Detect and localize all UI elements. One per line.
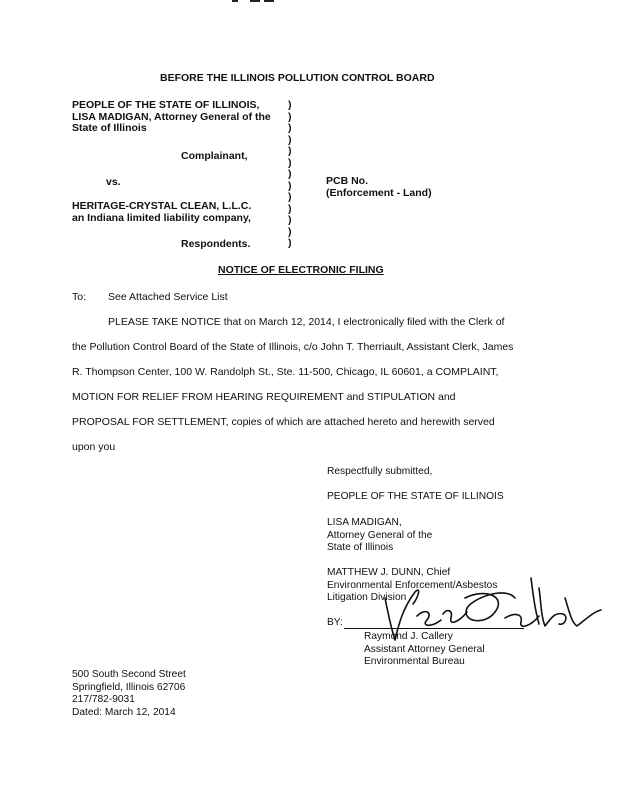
notice-title: NOTICE OF ELECTRONIC FILING [218, 264, 384, 276]
complainant-name [72, 100, 271, 135]
case-line: PCB No. [326, 175, 368, 187]
address-line: 500 South Second Street [72, 669, 186, 680]
handwritten-signature [355, 568, 605, 648]
to-label: To: [72, 291, 87, 303]
caption-line: HERITAGE-CRYSTAL CLEAN, L.L.C. [72, 200, 252, 212]
address-block [72, 669, 186, 719]
notice-line: MOTION FOR RELIEF FROM HEARING REQUIREMENT and STIPULATION and [72, 391, 456, 403]
respondent-name [72, 201, 251, 224]
sig-line: LISA MADIGAN, [327, 517, 402, 528]
by-label: BY: [327, 617, 343, 628]
notice-line: PLEASE TAKE NOTICE that on March 12, 2014, I electronically filed with the Clerk of [108, 316, 505, 328]
to-value: See Attached Service List [108, 291, 228, 303]
attorney-general-block [327, 517, 432, 555]
case-number [326, 176, 432, 199]
party-name: PEOPLE OF THE STATE OF ILLINOIS [327, 491, 504, 502]
sig-line: Assistant Attorney General [364, 643, 485, 655]
caption-line: PEOPLE OF THE STATE OF ILLINOIS, [72, 99, 260, 111]
closing: Respectfully submitted, [327, 466, 433, 477]
caption-line: LISA MADIGAN, Attorney General of the [72, 110, 271, 123]
sig-line: State of Illinois [327, 542, 394, 553]
sig-line: Attorney General of the [327, 529, 433, 541]
notice-line: upon you [72, 441, 116, 453]
case-line: (Enforcement - Land) [326, 186, 432, 199]
board-heading: BEFORE THE ILLINOIS POLLUTION CONTROL BOARD [160, 72, 435, 84]
caption-line: an Indiana limited liability company, [72, 211, 251, 224]
sig-line: Environmental Bureau [364, 656, 465, 667]
sig-line: Raymond J. Callery [364, 631, 453, 642]
versus-label: vs. [106, 176, 121, 188]
caption-line: State of Illinois [72, 122, 147, 134]
scan-mark [250, 0, 260, 2]
notice-line: PROPOSAL FOR SETTLEMENT, copies of which are attached hereto and herewith served [72, 416, 495, 428]
caption-divider: ) ) ) ) ) ) ) ) ) ) ) ) ) [288, 99, 292, 249]
notice-line: R. Thompson Center, 100 W. Randolph St., Ste. 11-500, Chicago, IL 60601, a COMPLAINT, [72, 366, 499, 378]
address-line: Springfield, Illinois 62706 [72, 681, 186, 693]
scan-mark [264, 0, 274, 2]
notice-line: the Pollution Control Board of the State of Illinois, c/o John T. Therriault, Assistant Clerk, James [72, 341, 514, 353]
address-line: 217/782-9031 [72, 694, 135, 705]
scan-mark [232, 0, 238, 2]
sig-line: Litigation Division [327, 592, 407, 603]
sig-line: Environmental Enforcement/Asbestos [327, 579, 498, 591]
complainant-role: Complainant, [181, 150, 248, 162]
respondent-role: Respondents. [181, 238, 251, 250]
sig-line: MATTHEW J. DUNN, Chief [327, 567, 451, 578]
date-line: Dated: March 12, 2014 [72, 706, 176, 718]
